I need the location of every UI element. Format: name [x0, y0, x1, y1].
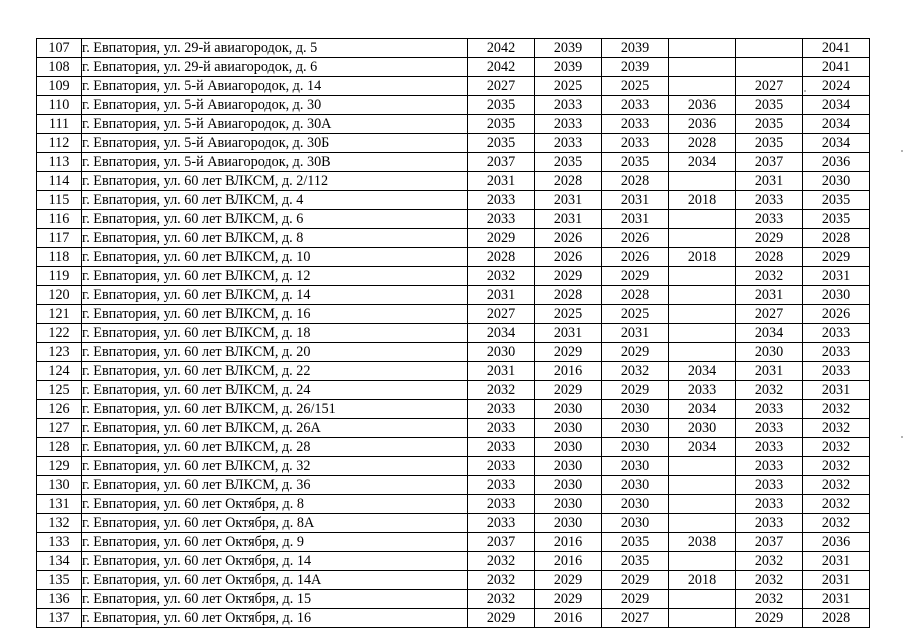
year-cell-6: 2024 — [803, 77, 870, 96]
year-cell-3: 2039 — [602, 39, 669, 58]
address-cell: г. Евпатория, ул. 60 лет ВЛКСМ, д. 20 — [82, 343, 468, 362]
year-cell-2: 2033 — [535, 115, 602, 134]
year-cell-1: 2035 — [468, 96, 535, 115]
year-cell-6: 2026 — [803, 305, 870, 324]
table-row — [37, 381, 870, 400]
year-cell-1: 2027 — [468, 77, 535, 96]
year-cell-5: 2031 — [736, 286, 803, 305]
year-cell-2: 2029 — [535, 343, 602, 362]
year-cell-3: 2025 — [602, 77, 669, 96]
table-row — [37, 343, 870, 362]
year-cell-6: 2032 — [803, 457, 870, 476]
year-cell-6: 2029 — [803, 248, 870, 267]
row-number: 110 — [37, 96, 82, 115]
year-cell-5: 2032 — [736, 381, 803, 400]
year-cell-1: 2033 — [468, 400, 535, 419]
year-cell-4: 2018 — [669, 191, 736, 210]
year-cell-6: 2031 — [803, 590, 870, 609]
year-cell-2: 2016 — [535, 362, 602, 381]
year-cell-3: 2031 — [602, 210, 669, 229]
year-cell-1: 2032 — [468, 552, 535, 571]
table-row — [37, 58, 870, 77]
year-cell-5: 2032 — [736, 267, 803, 286]
year-cell-1: 2037 — [468, 533, 535, 552]
year-cell-1: 2033 — [468, 514, 535, 533]
year-cell-4 — [669, 324, 736, 343]
year-cell-3: 2035 — [602, 153, 669, 172]
year-cell-6: 2031 — [803, 552, 870, 571]
year-cell-3: 2029 — [602, 590, 669, 609]
row-number: 133 — [37, 533, 82, 552]
table-row — [37, 210, 870, 229]
year-cell-4: 2038 — [669, 533, 736, 552]
year-cell-5: 2033 — [736, 191, 803, 210]
year-cell-3: 2029 — [602, 267, 669, 286]
year-cell-2: 2031 — [535, 210, 602, 229]
year-cell-6: 2031 — [803, 381, 870, 400]
year-cell-4: 2030 — [669, 419, 736, 438]
row-number: 136 — [37, 590, 82, 609]
year-cell-4: 2034 — [669, 362, 736, 381]
year-cell-2: 2025 — [535, 77, 602, 96]
row-number: 119 — [37, 267, 82, 286]
year-cell-1: 2042 — [468, 39, 535, 58]
row-number: 109 — [37, 77, 82, 96]
table-row — [37, 495, 870, 514]
year-cell-4 — [669, 210, 736, 229]
year-cell-1: 2031 — [468, 362, 535, 381]
year-cell-4 — [669, 590, 736, 609]
address-cell: г. Евпатория, ул. 60 лет ВЛКСМ, д. 26А — [82, 419, 468, 438]
year-cell-1: 2033 — [468, 438, 535, 457]
year-cell-3: 2033 — [602, 96, 669, 115]
year-cell-5: 2029 — [736, 229, 803, 248]
year-cell-1: 2032 — [468, 381, 535, 400]
year-cell-6: 2028 — [803, 609, 870, 628]
address-cell: г. Евпатория, ул. 60 лет ВЛКСМ, д. 28 — [82, 438, 468, 457]
row-number: 126 — [37, 400, 82, 419]
table-row — [37, 514, 870, 533]
address-cell: г. Евпатория, ул. 60 лет ВЛКСМ, д. 32 — [82, 457, 468, 476]
year-cell-5: 2037 — [736, 153, 803, 172]
year-cell-6: 2030 — [803, 286, 870, 305]
table-row — [37, 324, 870, 343]
row-number: 117 — [37, 229, 82, 248]
year-cell-5: 2034 — [736, 324, 803, 343]
row-number: 137 — [37, 609, 82, 628]
row-number: 127 — [37, 419, 82, 438]
year-cell-6: 2036 — [803, 153, 870, 172]
row-number: 115 — [37, 191, 82, 210]
year-cell-2: 2031 — [535, 324, 602, 343]
table-row — [37, 362, 870, 381]
year-cell-2: 2025 — [535, 305, 602, 324]
year-cell-4 — [669, 229, 736, 248]
year-cell-5: 2032 — [736, 590, 803, 609]
year-cell-6: 2034 — [803, 134, 870, 153]
table-row — [37, 476, 870, 495]
row-number: 120 — [37, 286, 82, 305]
year-cell-5: 2027 — [736, 305, 803, 324]
year-cell-1: 2032 — [468, 590, 535, 609]
year-cell-6: 2032 — [803, 419, 870, 438]
year-cell-3: 2035 — [602, 533, 669, 552]
year-cell-2: 2026 — [535, 248, 602, 267]
address-cell: г. Евпатория, ул. 60 лет ВЛКСМ, д. 22 — [82, 362, 468, 381]
year-cell-5: 2033 — [736, 476, 803, 495]
year-cell-5: 2035 — [736, 96, 803, 115]
address-cell: г. Евпатория, ул. 5-й Авиагородок, д. 30В — [82, 153, 468, 172]
address-cell: г. Евпатория, ул. 60 лет ВЛКСМ, д. 4 — [82, 191, 468, 210]
year-cell-3: 2030 — [602, 514, 669, 533]
year-cell-1: 2033 — [468, 210, 535, 229]
year-cell-4 — [669, 305, 736, 324]
year-cell-1: 2035 — [468, 115, 535, 134]
year-cell-2: 2016 — [535, 609, 602, 628]
year-cell-1: 2035 — [468, 134, 535, 153]
year-cell-5: 2033 — [736, 457, 803, 476]
year-cell-5: 2033 — [736, 419, 803, 438]
year-cell-3: 2030 — [602, 438, 669, 457]
row-number: 130 — [37, 476, 82, 495]
address-cell: г. Евпатория, ул. 29-й авиагородок, д. 5 — [82, 39, 468, 58]
table-row — [37, 153, 870, 172]
address-cell: г. Евпатория, ул. 60 лет ВЛКСМ, д. 10 — [82, 248, 468, 267]
table-row — [37, 400, 870, 419]
year-cell-2: 2031 — [535, 191, 602, 210]
year-cell-3: 2030 — [602, 419, 669, 438]
address-cell: г. Евпатория, ул. 60 лет ВЛКСМ, д. 12 — [82, 267, 468, 286]
year-cell-2: 2029 — [535, 381, 602, 400]
scan-speck — [804, 90, 806, 92]
year-cell-5: 2033 — [736, 438, 803, 457]
row-number: 108 — [37, 58, 82, 77]
year-cell-6: 2031 — [803, 571, 870, 590]
year-cell-4: 2036 — [669, 115, 736, 134]
year-cell-4: 2034 — [669, 400, 736, 419]
address-cell: г. Евпатория, ул. 60 лет ВЛКСМ, д. 14 — [82, 286, 468, 305]
scan-speck — [901, 150, 903, 152]
year-cell-6: 2028 — [803, 229, 870, 248]
year-cell-2: 2016 — [535, 552, 602, 571]
year-cell-5: 2029 — [736, 609, 803, 628]
year-cell-3: 2033 — [602, 115, 669, 134]
address-cell: г. Евпатория, ул. 60 лет Октября, д. 14 — [82, 552, 468, 571]
year-cell-6: 2032 — [803, 476, 870, 495]
year-cell-3: 2031 — [602, 191, 669, 210]
year-cell-2: 2030 — [535, 495, 602, 514]
year-cell-3: 2039 — [602, 58, 669, 77]
table-row — [37, 571, 870, 590]
year-cell-2: 2016 — [535, 533, 602, 552]
year-cell-3: 2030 — [602, 476, 669, 495]
table-row — [37, 286, 870, 305]
address-cell: г. Евпатория, ул. 60 лет Октября, д. 15 — [82, 590, 468, 609]
year-cell-2: 2026 — [535, 229, 602, 248]
table-row — [37, 438, 870, 457]
row-number: 113 — [37, 153, 82, 172]
year-cell-6: 2041 — [803, 58, 870, 77]
row-number: 131 — [37, 495, 82, 514]
year-cell-1: 2034 — [468, 324, 535, 343]
year-cell-4 — [669, 77, 736, 96]
year-cell-1: 2033 — [468, 495, 535, 514]
year-cell-6: 2032 — [803, 514, 870, 533]
year-cell-1: 2029 — [468, 229, 535, 248]
row-number: 122 — [37, 324, 82, 343]
year-cell-2: 2039 — [535, 39, 602, 58]
year-cell-5: 2028 — [736, 248, 803, 267]
year-cell-2: 2039 — [535, 58, 602, 77]
year-cell-3: 2027 — [602, 609, 669, 628]
address-cell: г. Евпатория, ул. 29-й авиагородок, д. 6 — [82, 58, 468, 77]
row-number: 128 — [37, 438, 82, 457]
year-cell-5: 2030 — [736, 343, 803, 362]
year-cell-4 — [669, 267, 736, 286]
year-cell-2: 2029 — [535, 267, 602, 286]
year-cell-3: 2032 — [602, 362, 669, 381]
scan-speck — [901, 436, 903, 438]
year-cell-5: 2032 — [736, 571, 803, 590]
address-cell: г. Евпатория, ул. 60 лет Октября, д. 8 — [82, 495, 468, 514]
year-cell-4 — [669, 457, 736, 476]
table-row — [37, 229, 870, 248]
address-cell: г. Евпатория, ул. 5-й Авиагородок, д. 14 — [82, 77, 468, 96]
year-cell-3: 2030 — [602, 457, 669, 476]
address-cell: г. Евпатория, ул. 60 лет ВЛКСМ, д. 24 — [82, 381, 468, 400]
address-cell: г. Евпатория, ул. 60 лет ВЛКСМ, д. 18 — [82, 324, 468, 343]
year-cell-3: 2035 — [602, 552, 669, 571]
table-row — [37, 305, 870, 324]
year-cell-6: 2034 — [803, 96, 870, 115]
year-cell-1: 2033 — [468, 191, 535, 210]
address-cell: г. Евпатория, ул. 60 лет ВЛКСМ, д. 2/112 — [82, 172, 468, 191]
table-row — [37, 172, 870, 191]
year-cell-2: 2030 — [535, 438, 602, 457]
year-cell-3: 2025 — [602, 305, 669, 324]
year-cell-3: 2026 — [602, 248, 669, 267]
table-row — [37, 590, 870, 609]
year-cell-2: 2030 — [535, 400, 602, 419]
year-cell-2: 2028 — [535, 172, 602, 191]
row-number: 129 — [37, 457, 82, 476]
address-cell: г. Евпатория, ул. 5-й Авиагородок, д. 30 — [82, 96, 468, 115]
address-cell: г. Евпатория, ул. 60 лет ВЛКСМ, д. 36 — [82, 476, 468, 495]
year-cell-6: 2031 — [803, 267, 870, 286]
table-row — [37, 609, 870, 628]
year-cell-1: 2042 — [468, 58, 535, 77]
year-cell-1: 2027 — [468, 305, 535, 324]
year-cell-4 — [669, 172, 736, 191]
address-cell: г. Евпатория, ул. 60 лет Октября, д. 8А — [82, 514, 468, 533]
year-cell-4 — [669, 609, 736, 628]
year-cell-3: 2033 — [602, 134, 669, 153]
table-row — [37, 419, 870, 438]
table-row — [37, 552, 870, 571]
year-cell-4 — [669, 514, 736, 533]
document-page — [36, 38, 870, 628]
year-cell-3: 2030 — [602, 495, 669, 514]
table-row — [37, 457, 870, 476]
table-row — [37, 267, 870, 286]
year-cell-1: 2032 — [468, 571, 535, 590]
year-cell-3: 2029 — [602, 381, 669, 400]
year-cell-6: 2041 — [803, 39, 870, 58]
year-cell-5 — [736, 39, 803, 58]
year-cell-5: 2033 — [736, 210, 803, 229]
row-number: 116 — [37, 210, 82, 229]
row-number: 121 — [37, 305, 82, 324]
year-cell-3: 2028 — [602, 172, 669, 191]
year-cell-1: 2030 — [468, 343, 535, 362]
address-cell: г. Евпатория, ул. 5-й Авиагородок, д. 30Б — [82, 134, 468, 153]
year-cell-6: 2030 — [803, 172, 870, 191]
year-cell-1: 2032 — [468, 267, 535, 286]
address-cell: г. Евпатория, ул. 60 лет Октября, д. 14А — [82, 571, 468, 590]
year-cell-2: 2030 — [535, 457, 602, 476]
address-cell: г. Евпатория, ул. 60 лет ВЛКСМ, д. 6 — [82, 210, 468, 229]
year-cell-4: 2018 — [669, 571, 736, 590]
year-cell-4: 2034 — [669, 153, 736, 172]
year-cell-5: 2037 — [736, 533, 803, 552]
year-cell-2: 2030 — [535, 514, 602, 533]
row-number: 123 — [37, 343, 82, 362]
year-cell-6: 2032 — [803, 495, 870, 514]
year-cell-1: 2029 — [468, 609, 535, 628]
address-cell: г. Евпатория, ул. 5-й Авиагородок, д. 30А — [82, 115, 468, 134]
row-number: 107 — [37, 39, 82, 58]
table-row — [37, 77, 870, 96]
year-cell-5: 2031 — [736, 172, 803, 191]
year-cell-1: 2033 — [468, 476, 535, 495]
year-cell-1: 2037 — [468, 153, 535, 172]
year-cell-1: 2033 — [468, 419, 535, 438]
year-cell-2: 2035 — [535, 153, 602, 172]
row-number: 134 — [37, 552, 82, 571]
row-number: 125 — [37, 381, 82, 400]
year-cell-4 — [669, 495, 736, 514]
address-cell: г. Евпатория, ул. 60 лет Октября, д. 16 — [82, 609, 468, 628]
housing-registry-table — [36, 38, 870, 628]
year-cell-6: 2035 — [803, 191, 870, 210]
address-cell: г. Евпатория, ул. 60 лет ВЛКСМ, д. 8 — [82, 229, 468, 248]
year-cell-5: 2033 — [736, 495, 803, 514]
row-number: 112 — [37, 134, 82, 153]
year-cell-4: 2018 — [669, 248, 736, 267]
year-cell-5: 2032 — [736, 552, 803, 571]
year-cell-4 — [669, 343, 736, 362]
address-cell: г. Евпатория, ул. 60 лет ВЛКСМ, д. 16 — [82, 305, 468, 324]
year-cell-6: 2036 — [803, 533, 870, 552]
year-cell-4 — [669, 58, 736, 77]
year-cell-6: 2033 — [803, 343, 870, 362]
year-cell-3: 2031 — [602, 324, 669, 343]
year-cell-6: 2034 — [803, 115, 870, 134]
year-cell-2: 2030 — [535, 476, 602, 495]
table-row — [37, 533, 870, 552]
year-cell-3: 2029 — [602, 343, 669, 362]
year-cell-6: 2033 — [803, 362, 870, 381]
year-cell-3: 2026 — [602, 229, 669, 248]
year-cell-5: 2031 — [736, 362, 803, 381]
year-cell-2: 2030 — [535, 419, 602, 438]
year-cell-4 — [669, 286, 736, 305]
year-cell-5 — [736, 58, 803, 77]
year-cell-5: 2035 — [736, 115, 803, 134]
year-cell-2: 2029 — [535, 590, 602, 609]
year-cell-5: 2027 — [736, 77, 803, 96]
table-body — [37, 39, 870, 628]
table-row — [37, 115, 870, 134]
year-cell-4 — [669, 476, 736, 495]
year-cell-6: 2035 — [803, 210, 870, 229]
row-number: 124 — [37, 362, 82, 381]
row-number: 132 — [37, 514, 82, 533]
year-cell-6: 2032 — [803, 400, 870, 419]
year-cell-4 — [669, 552, 736, 571]
year-cell-3: 2030 — [602, 400, 669, 419]
year-cell-5: 2033 — [736, 400, 803, 419]
table-row — [37, 191, 870, 210]
year-cell-6: 2033 — [803, 324, 870, 343]
row-number: 118 — [37, 248, 82, 267]
year-cell-1: 2031 — [468, 172, 535, 191]
year-cell-3: 2028 — [602, 286, 669, 305]
year-cell-5: 2033 — [736, 514, 803, 533]
year-cell-1: 2031 — [468, 286, 535, 305]
year-cell-2: 2033 — [535, 96, 602, 115]
row-number: 111 — [37, 115, 82, 134]
year-cell-1: 2028 — [468, 248, 535, 267]
row-number: 114 — [37, 172, 82, 191]
address-cell: г. Евпатория, ул. 60 лет Октября, д. 9 — [82, 533, 468, 552]
table-row — [37, 96, 870, 115]
year-cell-4: 2028 — [669, 134, 736, 153]
year-cell-2: 2029 — [535, 571, 602, 590]
year-cell-4 — [669, 39, 736, 58]
year-cell-3: 2029 — [602, 571, 669, 590]
table-row — [37, 248, 870, 267]
year-cell-4: 2036 — [669, 96, 736, 115]
address-cell: г. Евпатория, ул. 60 лет ВЛКСМ, д. 26/151 — [82, 400, 468, 419]
year-cell-6: 2032 — [803, 438, 870, 457]
row-number: 135 — [37, 571, 82, 590]
year-cell-2: 2028 — [535, 286, 602, 305]
table-row — [37, 134, 870, 153]
year-cell-4: 2034 — [669, 438, 736, 457]
year-cell-4: 2033 — [669, 381, 736, 400]
year-cell-1: 2033 — [468, 457, 535, 476]
year-cell-5: 2035 — [736, 134, 803, 153]
table-row — [37, 39, 870, 58]
year-cell-2: 2033 — [535, 134, 602, 153]
